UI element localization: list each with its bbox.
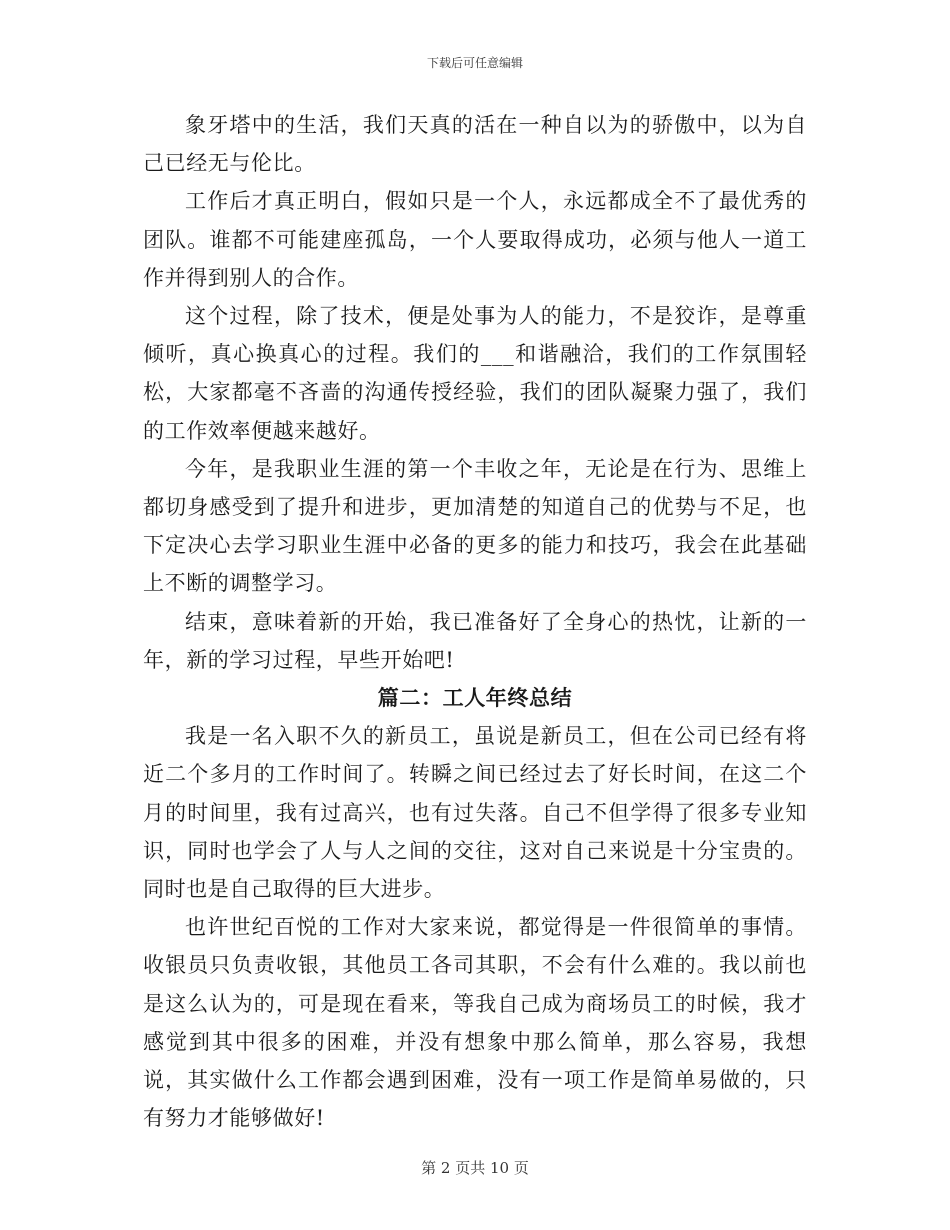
page-header: 下载后可任意编辑 [426,56,523,70]
paragraph: 我是一名入职不久的新员工，虽说是新员工，但在公司已经有将近二个多月的工作时间了。转瞬之间已经过去了好长时间，在这二个月的时间里，我有过高兴，也有过失落。自己不但学得了很多专业知识，同时也学会了人与人之间的交往，这对自己来说是十分宝贵的。同时也是自己取得的巨大进步。 [143,724,807,902]
paragraph: 象牙塔中的生活，我们天真的活在一种自以为的骄傲中，以为自己已经无与伦比。 [143,113,807,176]
page-footer: 第 2 页共 10 页 [421,1159,529,1177]
paragraph: 工作后才真正明白，假如只是一个人，永远都成全不了最优秀的团队。谁都不可能建座孤岛，一个人要取得成功，必须与他人一道工作并得到别人的合作。 [143,189,807,290]
document-body [143,106,807,1137]
paragraph: 今年，是我职业生涯的第一个丰收之年，无论是在行为、思维上都切身感受到了提升和进步，更加清楚的知道自己的优势与不足，也下定决心去学习职业生涯中必备的更多的能力和技巧，我会在此基础上不断的调整学习。 [143,456,807,596]
paragraph: 结束，意味着新的开始，我已准备好了全身心的热忱，让新的一年，新的学习过程，早些开始吧! [143,609,807,672]
paragraph: 也许世纪百悦的工作对大家来说，都觉得是一件很简单的事情。收银员只负责收银，其他员工各司其职，不会有什么难的。我以前也是这么认为的，可是现在看来，等我自己成为商场员工的时候，我才感觉到其中很多的困难，并没有想象中那么简单，那么容易，我想说，其实做什么工作都会遇到困难，没有一项工作是简单易做的，只有努力才能够做好! [143,915,807,1131]
paragraph: 这个过程，除了技术，便是处事为人的能力，不是狡诈，是尊重倾听，真心换真心的过程。我们的___和谐融洽，我们的工作氛围轻松，大家都毫不吝啬的沟通传授经验，我们的团队凝聚力强了，我们的工作效率便越来越好。 [143,304,807,443]
section-title: 篇二：工人年终总结 [377,686,573,711]
